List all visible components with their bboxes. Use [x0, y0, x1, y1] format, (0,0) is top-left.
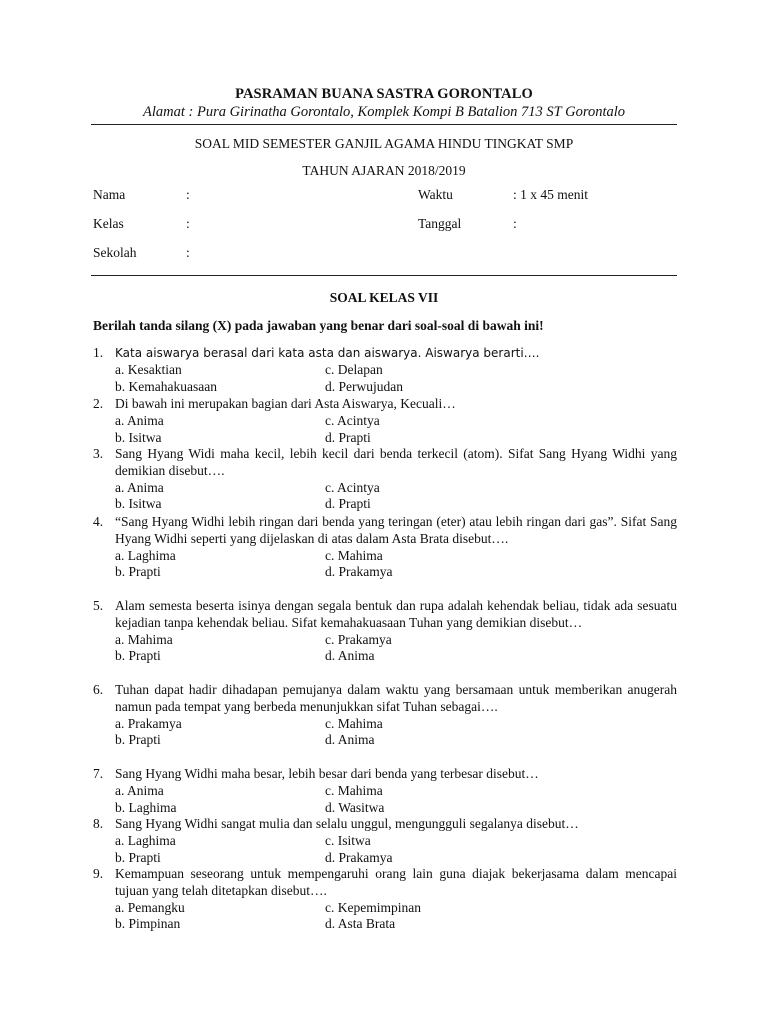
- option-c[interactable]: c. Mahima: [325, 782, 383, 798]
- question-2: [93, 396, 677, 446]
- option-row: [115, 783, 677, 800]
- question-number: 5.: [93, 598, 104, 613]
- question-1: [93, 345, 677, 395]
- option-d[interactable]: d. Prapti: [325, 496, 371, 512]
- option-d[interactable]: d. Prakamya: [325, 564, 393, 580]
- option-row: [115, 379, 677, 396]
- question-text: “Sang Hyang Widhi lebih ringan dari benda yang teringan (eter) atau lebih ringan dari gas”. Sifat Sang Hyang Widhi seperti yang dijelaskan di atas dalam Asta Brata disebut….: [115, 514, 677, 546]
- option-b[interactable]: b. Prapti: [115, 849, 161, 865]
- nama-label: Nama: [93, 187, 126, 202]
- nama-field: :: [186, 187, 190, 202]
- option-b[interactable]: b. Isitwa: [115, 496, 162, 512]
- option-row: [115, 548, 677, 565]
- question-3: [93, 446, 677, 513]
- question-text: Sang Hyang Widi maha kecil, lebih kecil dari benda terkecil (atom). Sifat Sang Hyang Widhi yang demikian disebut….: [115, 446, 677, 478]
- option-d[interactable]: d. Anima: [325, 732, 375, 748]
- option-row: [115, 496, 677, 513]
- option-d[interactable]: d. Prakamya: [325, 849, 393, 865]
- option-row: [115, 716, 677, 733]
- question-text: Alam semesta beserta isinya dengan segala bentuk dan rupa adalah kehendak beliau, tidak ada sesuatu kejadian tanpa kehendak beliau. Sifat kemahakuasaan Tuhan yang demikian disebut…: [115, 598, 677, 630]
- option-c[interactable]: c. Mahima: [325, 547, 383, 563]
- option-b[interactable]: b. Laghima: [115, 799, 177, 815]
- option-a[interactable]: a. Mahima: [115, 631, 173, 647]
- option-row: [115, 916, 677, 933]
- option-c[interactable]: c. Acintya: [325, 479, 380, 495]
- question-4: [93, 514, 677, 581]
- option-row: [115, 480, 677, 497]
- option-d[interactable]: d. Perwujudan: [325, 378, 403, 394]
- option-c[interactable]: c. Prakamya: [325, 631, 392, 647]
- section-title: SOAL KELAS VII: [329, 290, 439, 305]
- option-row: [115, 833, 677, 850]
- option-row: [115, 362, 677, 379]
- option-a[interactable]: a. Prakamya: [115, 715, 182, 731]
- kelas-field: :: [186, 216, 190, 231]
- header-divider: [91, 124, 677, 125]
- option-a[interactable]: a. Pemangku: [115, 899, 185, 915]
- option-b[interactable]: b. Prapti: [115, 564, 161, 580]
- option-a[interactable]: a. Anima: [115, 479, 164, 495]
- tanggal-label: Tanggal: [418, 216, 462, 231]
- waktu-label: Waktu: [418, 187, 453, 202]
- question-7: [93, 766, 677, 816]
- option-a[interactable]: a. Kesaktian: [115, 361, 182, 377]
- option-c[interactable]: c. Mahima: [325, 715, 383, 731]
- waktu-value: : 1 x 45 menit: [513, 187, 588, 202]
- sekolah-field: :: [186, 245, 190, 260]
- option-c[interactable]: c. Acintya: [325, 412, 380, 428]
- question-number: 8.: [93, 816, 104, 831]
- question-9: [93, 866, 677, 933]
- option-row: [115, 850, 677, 867]
- option-a[interactable]: a. Laghima: [115, 832, 176, 848]
- option-c[interactable]: c. Isitwa: [325, 832, 371, 848]
- question-text: Sang Hyang Widhi maha besar, lebih besar dari benda yang terbesar disebut…: [115, 766, 539, 781]
- option-a[interactable]: a. Laghima: [115, 547, 176, 563]
- info-divider: [91, 275, 677, 276]
- academic-year: TAHUN AJARAN 2018/2019: [302, 163, 466, 178]
- option-row: [115, 632, 677, 649]
- question-number: 4.: [93, 514, 104, 529]
- option-b[interactable]: b. Kemahakuasaan: [115, 378, 217, 394]
- option-b[interactable]: b. Prapti: [115, 648, 161, 664]
- option-a[interactable]: a. Anima: [115, 412, 164, 428]
- sekolah-label: Sekolah: [93, 245, 137, 260]
- option-d[interactable]: d. Anima: [325, 648, 375, 664]
- option-b[interactable]: b. Prapti: [115, 732, 161, 748]
- kelas-label: Kelas: [93, 216, 124, 231]
- question-text: Di bawah ini merupakan bagian dari Asta Aiswarya, Kecuali…: [115, 396, 456, 411]
- tanggal-field: :: [513, 216, 517, 231]
- question-8: [93, 816, 677, 866]
- option-row: [115, 648, 677, 665]
- question-number: 7.: [93, 766, 104, 781]
- question-text: Sang Hyang Widhi sangat mulia dan selalu unggul, mengungguli segalanya disebut…: [115, 816, 579, 831]
- question-number: 1.: [93, 345, 104, 360]
- question-number: 9.: [93, 866, 104, 881]
- option-c[interactable]: c. Kepemimpinan: [325, 899, 421, 915]
- option-c[interactable]: c. Delapan: [325, 361, 383, 377]
- option-a[interactable]: a. Anima: [115, 782, 164, 798]
- option-row: [115, 732, 677, 749]
- option-row: [115, 430, 677, 447]
- option-row: [115, 564, 677, 581]
- institution-name: PASRAMAN BUANA SASTRA GORONTALO: [235, 86, 533, 102]
- option-d[interactable]: d. Asta Brata: [325, 916, 396, 932]
- option-b[interactable]: b. Isitwa: [115, 429, 162, 445]
- option-row: [115, 413, 677, 430]
- instruction: Berilah tanda silang (X) pada jawaban yang benar dari soal-soal di bawah ini!: [93, 318, 544, 333]
- option-row: [115, 900, 677, 917]
- question-text: Kata aiswarya berasal dari kata asta dan aiswarya. Aiswarya berarti….: [115, 346, 540, 360]
- option-row: [115, 800, 677, 817]
- option-b[interactable]: b. Pimpinan: [115, 916, 181, 932]
- question-number: 6.: [93, 682, 104, 697]
- question-number: 3.: [93, 446, 104, 461]
- option-d[interactable]: d. Prapti: [325, 429, 371, 445]
- option-d[interactable]: d. Wasitwa: [325, 799, 385, 815]
- question-5: [93, 598, 677, 665]
- question-6: [93, 682, 677, 749]
- question-text: Tuhan dapat hadir dihadapan pemujanya dalam waktu yang bersamaan untuk memberikan anugerah namun pada tempat yang berbeda menunjukkan sifat Tuhan sebagai….: [115, 682, 677, 714]
- exam-title: SOAL MID SEMESTER GANJIL AGAMA HINDU TINGKAT SMP: [194, 136, 574, 151]
- question-number: 2.: [93, 396, 104, 411]
- question-text: Kemampuan seseorang untuk mempengaruhi orang lain guna diajak bekerjasama dalam mencapai tujuan yang telah ditetapkan disebut….: [115, 866, 677, 898]
- institution-address: Alamat : Pura Girinatha Gorontalo, Komplek Kompi B Batalion 713 ST Gorontalo: [143, 104, 625, 120]
